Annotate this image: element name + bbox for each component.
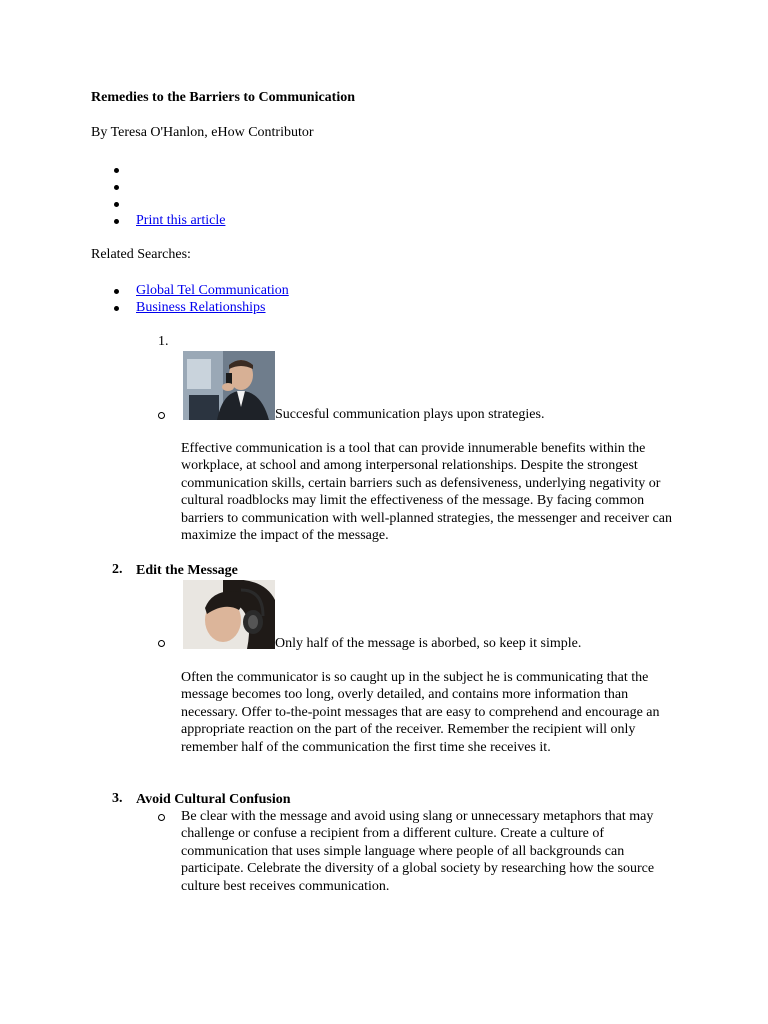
list-bullet: [114, 185, 119, 190]
step-number: 1.: [158, 334, 169, 349]
step-number: 3.: [112, 791, 123, 806]
article-title: Remedies to the Barriers to Communication: [91, 90, 356, 105]
step-body: Effective communication is a tool that can provide innumerable benefits within the workplace, at school and among interpersonal relationships. Despite the strongest communication skills, certain barriers such as defensiveness, underlying negativity or cultural roadblocks may limit the effectiveness of the message. By facing common barriers to communication with well-planned strategies, the messenger and receiver can maximize the impact of the message.: [181, 441, 672, 544]
list-circle-marker: [158, 814, 165, 821]
related-link-business-relationships[interactable]: Business Relationships: [136, 300, 266, 315]
woman-with-headphones-photo: [183, 580, 275, 649]
list-bullet: [114, 202, 119, 207]
list-bullet: [114, 306, 119, 311]
man-on-phone-photo: [183, 351, 275, 420]
list-bullet: [114, 168, 119, 173]
image-caption: Succesful communication plays upon strategies.: [275, 407, 545, 422]
related-searches-label: Related Searches:: [91, 247, 191, 262]
article-byline: By Teresa O'Hanlon, eHow Contributor: [91, 125, 314, 140]
image-caption: Only half of the message is aborbed, so keep it simple.: [275, 636, 582, 651]
list-bullet: [114, 289, 119, 294]
step-heading: Edit the Message: [136, 563, 238, 578]
step-body: Be clear with the message and avoid using slang or unnecessary metaphors that may challenge or confuse a recipient from a different culture. Create a culture of communication that uses simple language where people of all backgrounds can participate. Celebrate the diversity of a global society by researching how the source culture best receives communication.: [181, 809, 655, 894]
list-bullet: [114, 219, 119, 224]
related-link-global-tel[interactable]: Global Tel Communication: [136, 283, 289, 298]
print-article-link[interactable]: Print this article: [136, 213, 226, 228]
step-heading: Avoid Cultural Confusion: [136, 792, 291, 807]
list-circle-marker: [158, 412, 165, 419]
step-number: 2.: [112, 562, 123, 577]
list-circle-marker: [158, 640, 165, 647]
step-body: Often the communicator is so caught up in the subject he is communicating that the message becomes too long, overly detailed, and contains more information than necessary. Offer to-the-point messages that are easy to comprehend and encourage an appropriate reaction on the part of the receiver. Remember the recipient will only remember half of the communication the first time she receives it.: [181, 670, 660, 755]
